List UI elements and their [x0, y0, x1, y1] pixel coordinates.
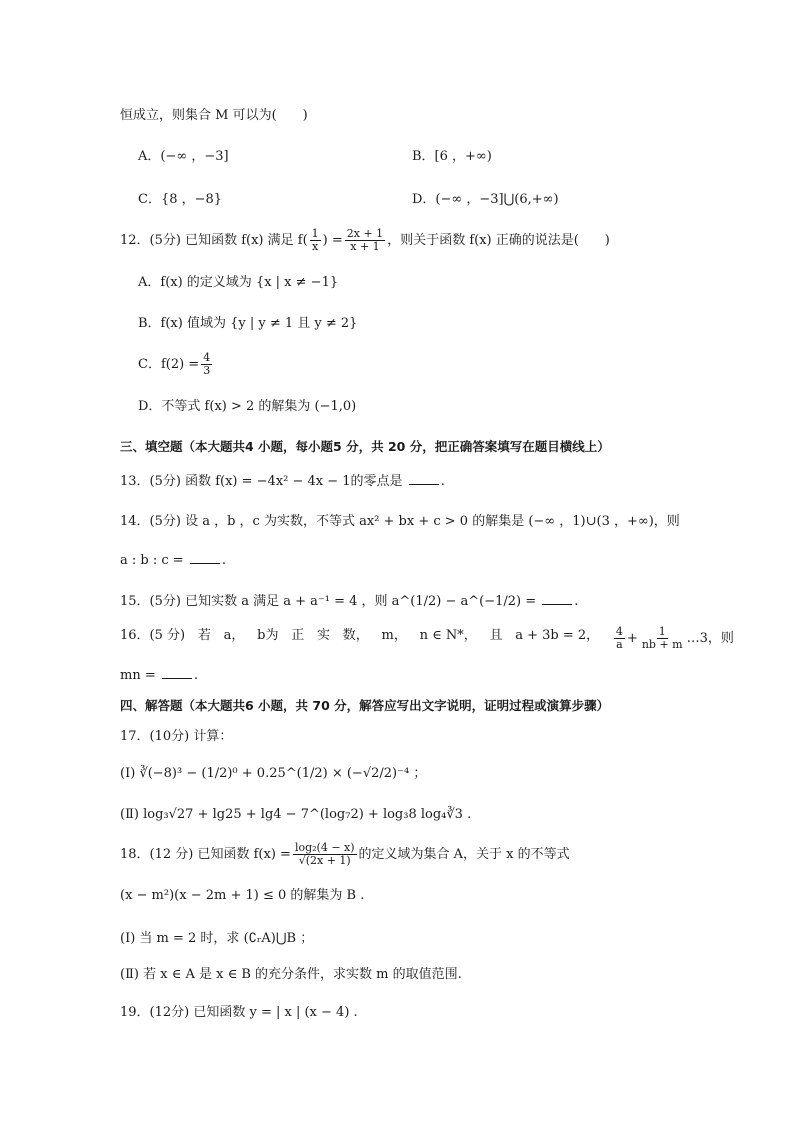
q17-title: 17．(10分) 计算： — [120, 729, 233, 744]
q11-option-c: C．{8 ，−8} — [138, 192, 223, 207]
q12-frac-1x: $\frac{1}{x}$ — [311, 227, 319, 253]
q18-line2: (x − m²)(x − 2m + 1) ≤ 0 的解集为 B . — [120, 888, 365, 903]
q15: 15．(5分) 已知实数 a 满足 a + a⁻¹ = 4 ，则 a^(1/2) − a^(−1/2) = . — [120, 594, 579, 609]
q11-stem: 恒成立，则集合 M 可以为( ) — [120, 108, 308, 123]
q12-stem: 12．(5分) 已知函数 f(x) 满足 f( $\frac{1}{x}$ ) = $\frac{2x + 1}{x + 1}$ ，则关于函数 f(x) 正确的说法是( ) — [120, 227, 610, 253]
q16-line2: mn = . — [120, 668, 199, 683]
q11-option-a: A．(−∞ ，−3] — [138, 149, 229, 164]
q12-option-b: B．f(x) 值域为 {y | y ≠ 1 且 y ≠ 2} — [138, 316, 358, 331]
q19: 19．(12分) 已知函数 y = | x | (x − 4) . — [120, 1005, 358, 1020]
q12-option-d: D．不等式 f(x) > 2 的解集为 (−1,0) — [138, 399, 357, 414]
q12-option-a: A．f(x) 的定义域为 {x | x ≠ −1} — [138, 275, 339, 290]
q12-option-c: C．f(2) = $\frac{4}{3}$ — [138, 351, 211, 377]
answer-blank — [409, 472, 439, 485]
q18-line1: 18．(12 分) 已知函数 f(x) = $\frac{\text{log₂(4 − x)}}{√(2x + 1)}$ 的定义域为集合 A，关于 x 的不等式 — [120, 841, 570, 867]
q14-line2: a : b : c = . — [120, 553, 226, 568]
q11-option-b: B．[6 ，+∞) — [412, 149, 492, 164]
answer-blank — [190, 551, 220, 564]
q16-line1: 16．(5 分) 若 a， b为 正 实 数， m， n ∈ N*， 且 a + 3b = 2， $\frac{4}{a}$ + $\frac{1}{nb + m}$ …3，则 — [120, 625, 734, 651]
answer-blank — [162, 666, 192, 679]
q18-function-fraction: $\frac{\text{log₂(4 − x)}}{√(2x + 1)}$ — [294, 841, 355, 867]
section-3-heading: 三、填空题（本大题共4 小题，每小题5 分，共 20 分，把正确答案填写在题目横线上） — [120, 439, 610, 454]
q12-frac-rhs: $\frac{2x + 1}{x + 1}$ — [346, 227, 384, 253]
q18-part-2: (Ⅱ) 若 x ∈ A 是 x ∈ B 的充分条件，求实数 m 的取值范围. — [120, 967, 462, 982]
answer-blank — [542, 592, 572, 605]
q18-part-1: (Ⅰ) 当 m = 2 时，求 (∁ᵣA)⋃B ； — [120, 931, 314, 946]
q14-line1: 14．(5分) 设 a ，b ，c 为实数，不等式 ax² + bx + c > 0 的解集是 (−∞ ，1)∪(3 ，+∞)，则 — [120, 514, 680, 529]
q17-part-2: (Ⅱ) log₃√27 + lg25 + lg4 − 7^(log₇2) + log₃8 log₄∛3 . — [120, 807, 472, 822]
q17-part-1: (Ⅰ) ∛(−8)³ − (1/2)⁰ + 0.25^(1/2) × (−√2/2)⁻⁴ ； — [120, 766, 427, 781]
section-4-heading: 四、解答题（本大题共6 小题，共 70 分，解答应写出文字说明，证明过程或演算步骤） — [120, 698, 610, 713]
q11-option-d: D．(−∞ ，−3]⋃(6,+∞) — [412, 192, 559, 207]
q13: 13．(5分) 函数 f(x) = −4x² − 4x − 1的零点是 . — [120, 474, 445, 489]
